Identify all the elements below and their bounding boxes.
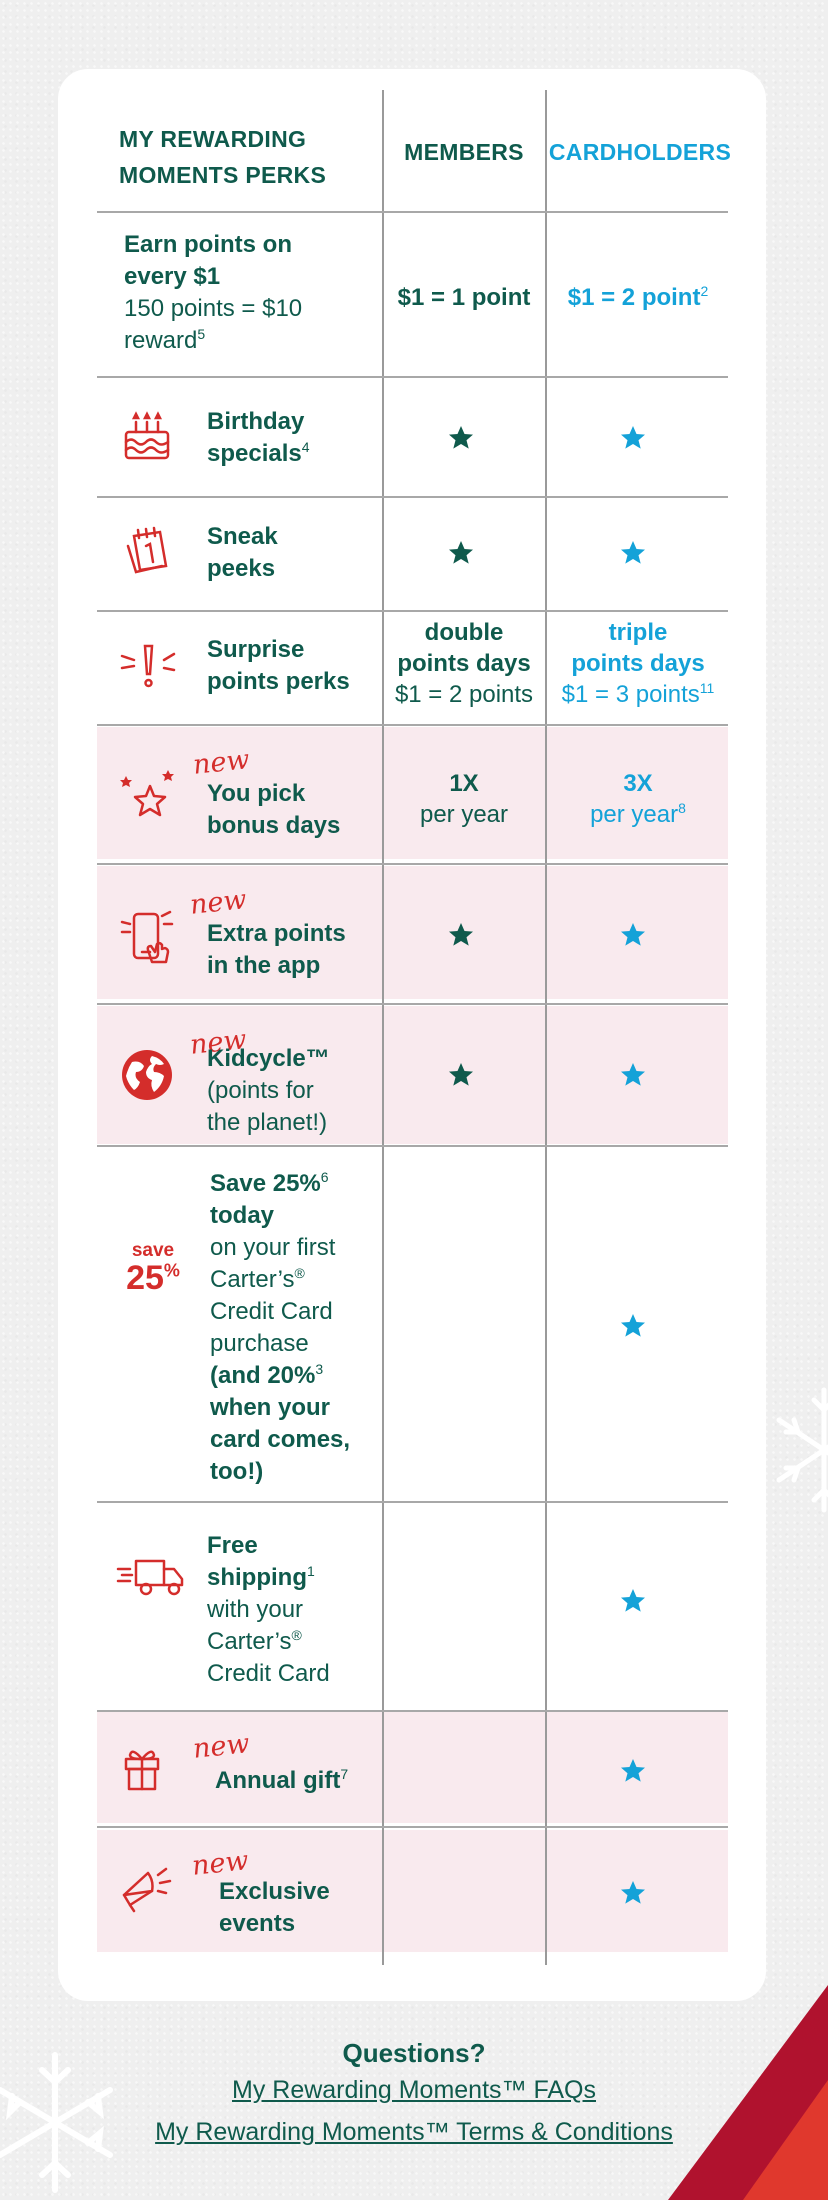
star-icon — [448, 1062, 474, 1088]
new-badge: new — [191, 744, 251, 781]
cake-icon — [122, 410, 172, 462]
row-divider — [97, 1710, 728, 1712]
terms-link[interactable]: My Rewarding Moments™ Terms & Conditions — [155, 2118, 673, 2146]
terms-link-row — [0, 2118, 828, 2147]
surprise-cardholders-value: triple points days $1 = 3 points$^{11}$ — [561, 619, 715, 708]
row-divider — [97, 724, 728, 726]
row-divider — [97, 376, 728, 378]
new-badge: new — [188, 884, 248, 921]
sneak-peeks-label: Sneak peeks — [207, 523, 278, 582]
new-badge: new — [188, 1024, 248, 1061]
row-divider — [97, 610, 728, 612]
row-divider — [97, 1501, 728, 1503]
column-divider — [382, 90, 384, 1965]
row-divider — [97, 863, 728, 865]
star-icon — [620, 1313, 646, 1339]
snowflake-icon — [764, 1380, 828, 1520]
star-icon — [620, 1758, 646, 1784]
star-icon — [620, 922, 646, 948]
bonus-members-value: 1X per year — [419, 770, 509, 828]
row-divider — [97, 1003, 728, 1005]
row-divider — [97, 1145, 728, 1147]
earn-points-label: Earn points on every $1 150 points = $10 reward$^5$ — [124, 231, 303, 354]
row-divider — [97, 1826, 728, 1828]
star-icon — [448, 540, 474, 566]
members-column-header: MEMBERS — [404, 139, 524, 165]
star-icon — [620, 1062, 646, 1088]
truck-icon — [116, 1555, 188, 1599]
extra-points-app-label: Extra points in the app — [207, 920, 346, 979]
pick-bonus-days-label: You pick bonus days — [207, 780, 341, 839]
cardholders-column-header: CARDHOLDERS — [548, 139, 732, 165]
annual-gift-label: Annual gift$^7$ — [215, 1766, 349, 1794]
surprise-members-value: double points days $1 = 2 points — [394, 619, 534, 708]
save-25-badge: save 25% — [126, 1240, 180, 1297]
questions-heading: Questions? — [342, 2038, 486, 2068]
column-divider — [545, 90, 547, 1965]
row-divider — [97, 496, 728, 498]
faq-link-row — [0, 2076, 828, 2105]
star-icon — [620, 425, 646, 451]
megaphone-icon — [118, 1865, 174, 1915]
globe-icon — [120, 1048, 174, 1102]
save-25-label: Save 25%$^6$ today on your first Carter’s® Credit Card purchase (and 20%$^3$ when your card comes, too!) — [210, 1169, 351, 1485]
exclusive-events-label: Exclusive events — [219, 1878, 330, 1937]
star-icon — [620, 1588, 646, 1614]
star-icon — [620, 540, 646, 566]
free-shipping-label: Free shipping$^1$ with your Carter’s® Credit Card — [207, 1532, 330, 1687]
bonus-cardholders-value: 3X per year$^8$ — [590, 770, 686, 828]
kidcycle-label: Kidcycle™ (points for the planet!) — [207, 1045, 330, 1136]
star-icon — [448, 425, 474, 451]
new-badge: new — [191, 1728, 251, 1765]
star-icon — [620, 1880, 646, 1906]
new-badge: new — [190, 1845, 250, 1882]
faq-link[interactable]: My Rewarding Moments™ FAQs — [232, 2076, 596, 2104]
earn-members-value: $1 = 1 point — [397, 284, 531, 311]
row-divider — [97, 211, 728, 213]
earn-cardholders-value: $1 = 2 point$^2$ — [567, 283, 709, 311]
stars-icon — [120, 770, 180, 824]
birthday-specials-label: Birthday specials$^4$ — [207, 408, 310, 467]
star-icon — [448, 922, 474, 948]
exclamation-icon — [118, 642, 178, 692]
table-title: MY REWARDING MOMENTS PERKS — [119, 126, 327, 188]
phone-tap-icon — [118, 908, 180, 968]
calendar-icon — [124, 526, 172, 578]
gift-icon — [124, 1743, 160, 1791]
surprise-points-label: Surprise points perks — [207, 636, 350, 695]
